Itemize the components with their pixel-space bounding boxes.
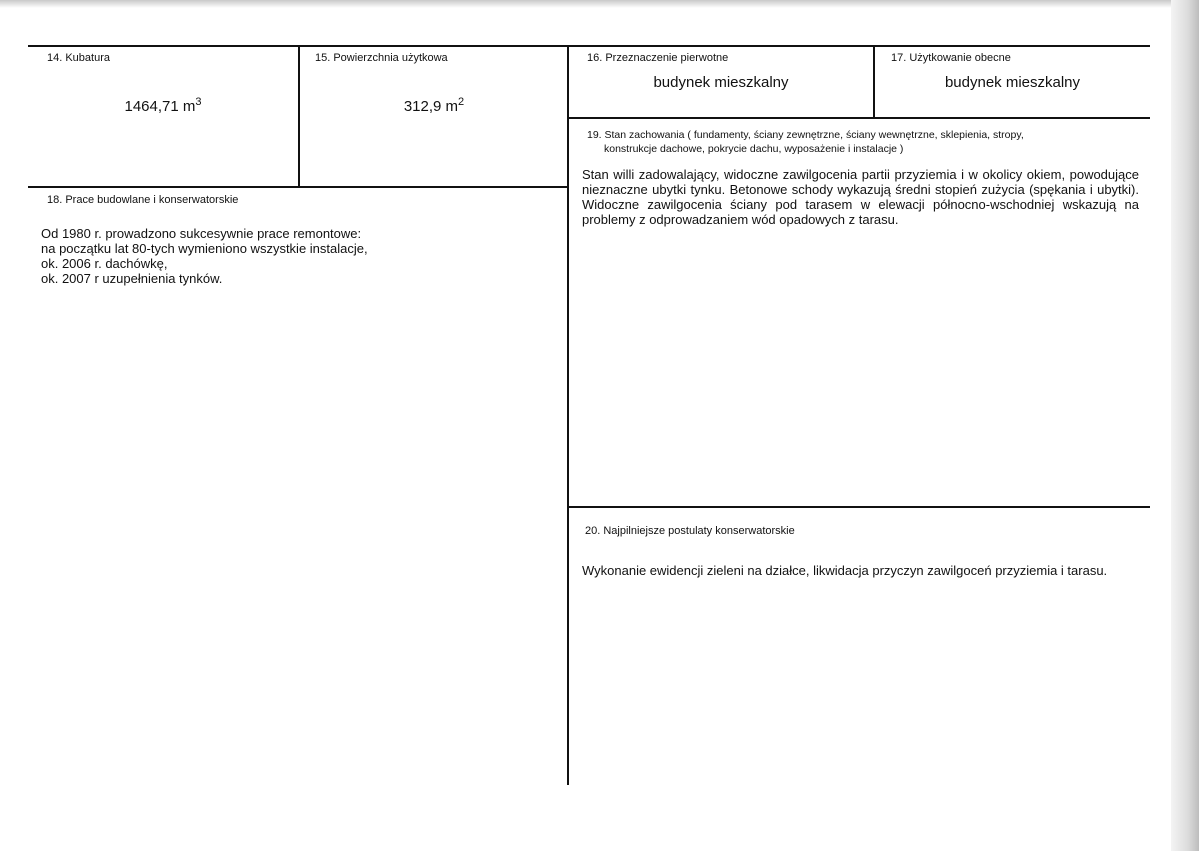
rule-col-14-15: [298, 45, 300, 188]
postulaty-text: Wykonanie ewidencji zieleni na działce, likwidacja przyczyn zawilgoceń przyziemia i tarasu.: [582, 563, 1108, 578]
prace-line: Od 1980 r. prowadzono sukcesywnie prace remontowe:: [41, 226, 362, 241]
prace-line: ok. 2006 r. dachówkę,: [41, 256, 168, 271]
scan-edge-right: [1171, 0, 1199, 851]
stan-label-line1: 19. Stan zachowania ( fundamenty, ściany zewnętrzne, ściany wewnętrzne, sklepienia, stropy,: [587, 129, 1024, 141]
powierzchnia-exp: 2: [458, 96, 465, 108]
scan-edge-top: [0, 0, 1199, 8]
rule-right-top: [569, 117, 1150, 119]
stan-label-line2: konstrukcje dachowe, pokrycie dachu, wyposażenie i instalacje ): [604, 143, 904, 155]
uzytkowanie-value: budynek mieszkalny: [944, 74, 1081, 91]
rule-right-mid: [569, 506, 1150, 508]
powierzchnia-label: 15. Powierzchnia użytkowa: [315, 52, 448, 64]
prace-line: ok. 2007 r uzupełnienia tynków.: [41, 271, 223, 286]
kubatura-exp: 3: [195, 96, 202, 108]
postulaty-label: 20. Najpilniejsze postulaty konserwatorskie: [585, 525, 795, 537]
kubatura-label: 14. Kubatura: [47, 52, 110, 64]
prace-label: 18. Prace budowlane i konserwatorskie: [47, 194, 239, 206]
prace-line: na początku lat 80-tych wymieniono wszystkie instalacje,: [41, 241, 368, 256]
stan-text: Stan willi zadowalający, widoczne zawilgocenia partii przyziemia i w okolicy okiem, powodujące nieznaczne ubytki tynku. Betonowe schody wykazują średni stopień zużycia (spękania i ubytki). Widoczne zawilgocenia ściany pod tarasem w elewacji północno-wschodniej wskazują na problemy z odprowadzaniem wód opadowych z tarasu.: [582, 167, 1139, 227]
rule-center: [567, 45, 569, 785]
kubatura-value: [28, 96, 298, 115]
kubatura-number: 1464,71 m: [124, 98, 196, 115]
prace-text: [41, 226, 368, 286]
powierzchnia-number: 312,9 m: [403, 98, 459, 115]
rule-top: [28, 45, 1150, 47]
powierzchnia-value: [300, 96, 568, 115]
uzytkowanie-label: 17. Użytkowanie obecne: [891, 52, 1011, 64]
stan-label: [587, 128, 1024, 156]
przeznaczenie-label: 16. Przeznaczenie pierwotne: [587, 52, 729, 64]
przeznaczenie-value: budynek mieszkalny: [653, 74, 789, 91]
rule-left-mid: [28, 186, 569, 188]
